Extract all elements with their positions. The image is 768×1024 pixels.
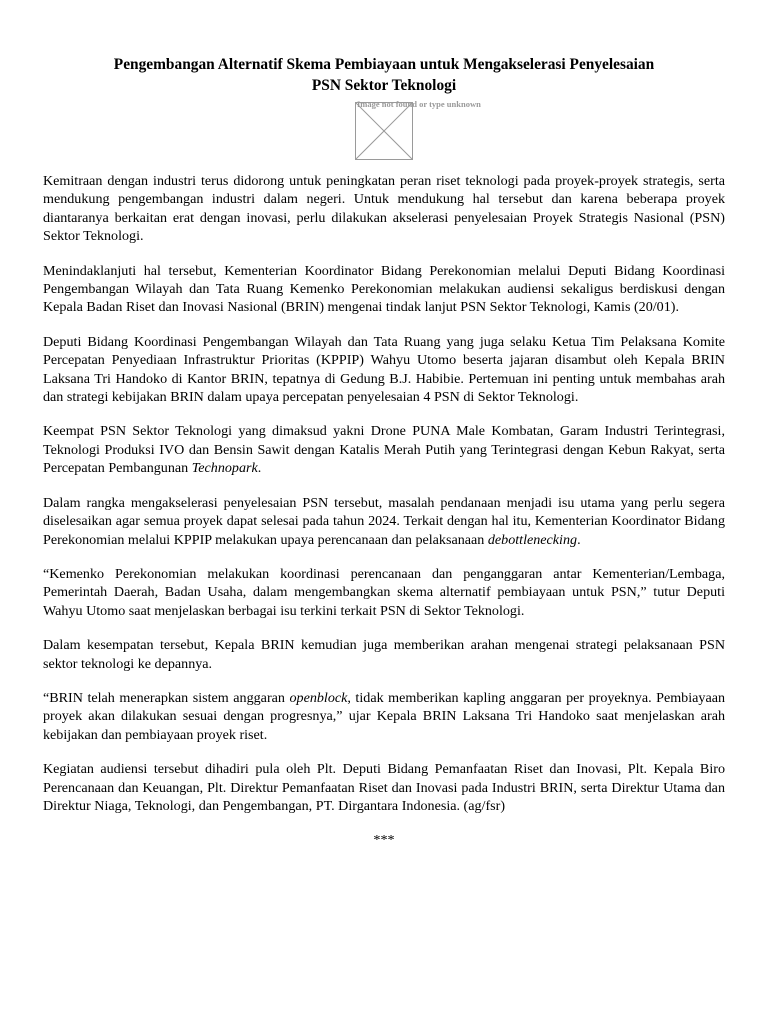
paragraph: Kemitraan dengan industri terus didorong untuk peningkatan peran riset teknologi pada proyek-proyek strategis, serta mendukung pengembangan industri dalam negeri. Untuk mendukung hal tersebut dan karena beberapa proyek diantaranya berkaitan erat dengan inovasi, perlu dilakukan akselerasi penyelesaian Proyek Strategis Nasional (PSN) Sektor Teknologi. xyxy=(43,173,725,245)
paragraph-text: Dalam rangka mengakselerasi penyelesaian PSN tersebut, masalah pendanaan menjadi isu utama yang perlu segera diselesaikan agar semua proyek dapat selesai pada tahun 2024. Terkait dengan hal itu, Kementerian Koordinator Bidang Perekonomian melalui KPPIP melakukan upaya perencanaan dan pelaksanaan xyxy=(43,494,725,548)
title-line-1: Pengembangan Alternatif Skema Pembiayaan untuk Mengakselerasi Penyelesaian xyxy=(113,56,655,73)
italic-term: debottlenecking xyxy=(487,531,578,548)
paragraph: Deputi Bidang Koordinasi Pengembangan Wilayah dan Tata Ruang yang juga selaku Ketua Tim Pelaksana Komite Percepatan Penyediaan Infrastruktur Prioritas (KPPIP) Wahyu Utomo beserta jajaran disambut oleh Kepala BRIN Laksana Tri Handoko di Kantor BRIN, tepatnya di Gedung B.J. Habibie. Pertemuan ini penting untuk membahas arah dan strategi kebijakan BRIN dalam upaya percepatan penyelesaian 4 PSN di Sektor Teknologi. xyxy=(43,333,725,406)
article-body xyxy=(43,172,725,815)
paragraph: “Kemenko Perekonomian melakukan koordinasi perencanaan dan penganggaran antar Kementerian/Lembaga, Pemerintah Daerah, Badan Usaha, dalam mengembangkan skema alternatif pembiayaan untuk PSN,” tutur Deputi Wahyu Utomo saat menjelaskan berbagai isu terkini terkait PSN di Sektor Teknologi. xyxy=(43,565,725,619)
paragraph: Menindaklanjuti hal tersebut, Kementerian Koordinator Bidang Perekonomian melalui Deputi Bidang Koordinasi Pengembangan Wilayah dan Tata Ruang Kemenko Perekonomian melakukan audiensi sekaligus berdiskusi dengan Kepala Badan Riset dan Inovasi Nasional (BRIN) mengenai tindak lanjut PSN Sektor Teknologi, Kamis (20/01). xyxy=(43,262,725,316)
italic-term: openblock xyxy=(289,689,348,706)
paragraph xyxy=(43,422,725,477)
italic-term: Technopark xyxy=(191,460,258,477)
document-title xyxy=(43,54,725,96)
paragraph-text: . xyxy=(257,460,262,477)
broken-image-icon xyxy=(355,102,413,160)
paragraph-text: “BRIN telah menerapkan sistem anggaran xyxy=(43,689,290,706)
broken-image-placeholder xyxy=(355,99,481,160)
paragraph-text: Keempat PSN Sektor Teknologi yang dimaksud yakni Drone PUNA Male Kombatan, Garam Industri Terintegrasi, Teknologi Produksi IVO dan Bensin Sawit dengan Katalis Merah Putih yang Terintegrasi dengan Kebun Rakyat, serta Percepatan Pembangunan xyxy=(43,423,725,477)
title-line-2: PSN Sektor Teknologi xyxy=(311,77,457,94)
image-caption: Image not found or type unknown xyxy=(357,99,481,109)
paragraph-text: , tidak memberikan kapling anggaran per proyeknya. Pembiayaan proyek akan dilakukan sesuai dengan progresnya,” ujar Kepala BRIN Laksana Tri Handoko saat menjelaskan arah kebijakan dan pembiayaan proyek riset. xyxy=(43,689,725,743)
paragraph: Kegiatan audiensi tersebut dihadiri pula oleh Plt. Deputi Bidang Pemanfaatan Riset dan Inovasi, Plt. Kepala Biro Perencanaan dan Keuangan, Plt. Direktur Pemanfaatan Riset dan Inovasi pada Industri BRIN, serta Direktur Utama dan Direktur Niaga, Teknologi, dan Pengembangan, PT. Dirgantara Indonesia. (ag/fsr) xyxy=(43,761,725,814)
document-page xyxy=(43,54,725,849)
paragraph xyxy=(43,494,725,549)
paragraph: Dalam kesempatan tersebut, Kepala BRIN kemudian juga memberikan arahan mengenai strategi pelaksanaan PSN sektor teknologi ke depannya. xyxy=(43,637,725,672)
paragraph-text: . xyxy=(577,531,581,548)
paragraph xyxy=(43,689,725,744)
closing-mark: *** xyxy=(373,832,395,849)
